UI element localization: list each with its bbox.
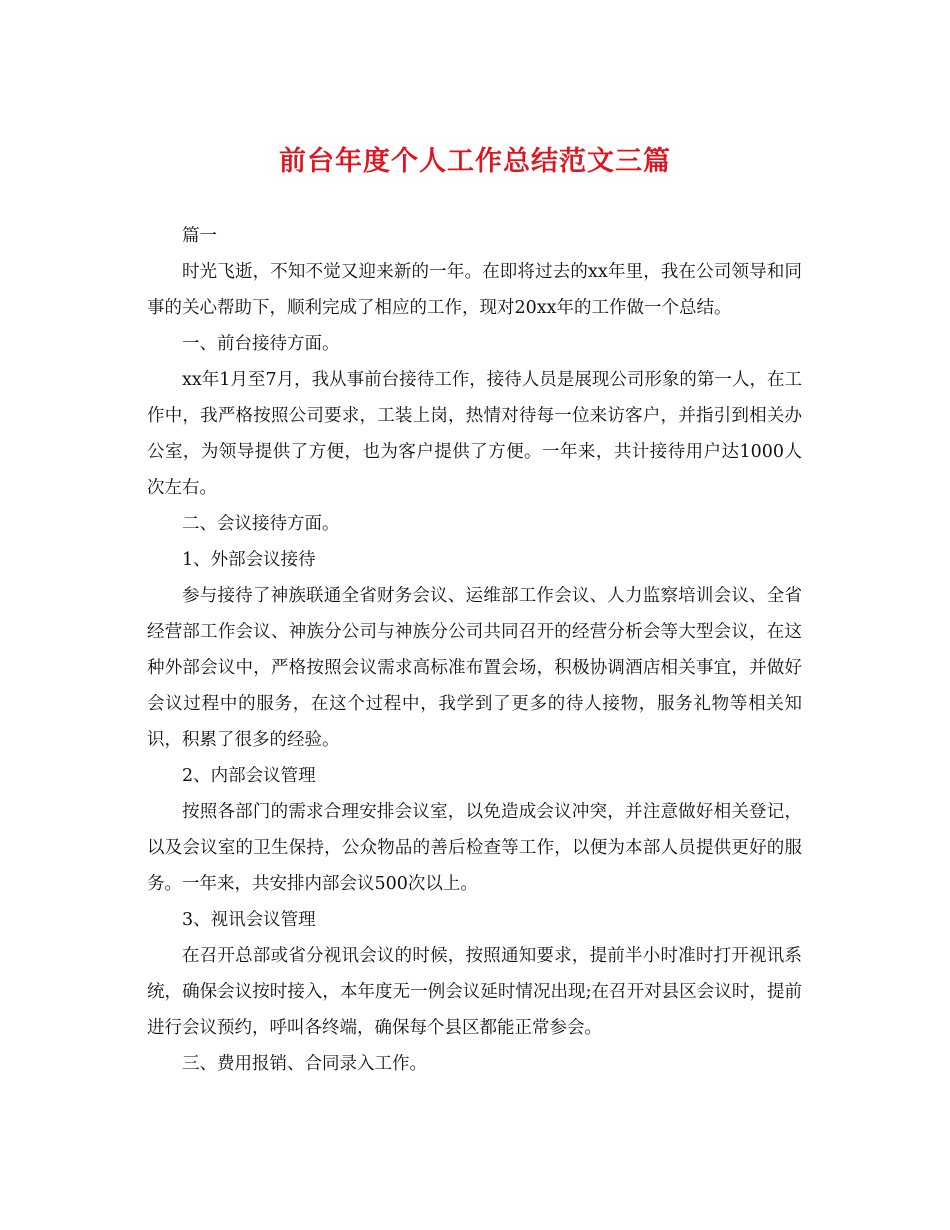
document-title: 前台年度个人工作总结范文三篇 bbox=[279, 146, 671, 177]
paragraph: 时光飞逝，不知不觉又迎来新的一年。在即将过去的xx年里，我在公司领导和同事的关心帮助下，顺利完成了相应的工作，现对20xx年的工作做一个总结。 bbox=[147, 262, 802, 318]
section-heading: 一、前台接待方面。 bbox=[182, 334, 340, 354]
paragraph: 按照各部门的需求合理安排会议室，以免造成会议冲突，并注意做好相关登记，以及会议室的卫生保持，公众物品的善后检查等工作，以便为本部人员提供更好的服务。一年来，共安排内部会议500次以上。 bbox=[147, 802, 802, 894]
subsection-heading: 2、内部会议管理 bbox=[182, 766, 316, 786]
paragraph: 在召开总部或省分视讯会议的时候，按照通知要求，提前半小时准时打开视讯系统，确保会议按时接入，本年度无一例会议延时情况出现;在召开对县区会议时，提前进行会议预约，呼叫各终端，确保每个县区都能正常参会。 bbox=[147, 946, 802, 1038]
subsection-heading: 3、视讯会议管理 bbox=[182, 910, 316, 930]
document-body bbox=[147, 218, 802, 1082]
subsection-heading: 1、外部会议接待 bbox=[182, 550, 316, 570]
section-heading: 三、费用报销、合同录入工作。 bbox=[182, 1054, 427, 1074]
section-heading: 二、会议接待方面。 bbox=[182, 514, 340, 534]
paragraph: xx年1月至7月，我从事前台接待工作，接待人员是展现公司形象的第一人，在工作中，我严格按照公司要求，工装上岗，热情对待每一位来访客户，并指引到相关办公室，为领导提供了方便，也为客户提供了方便。一年来，共计接待用户达1000人次左右。 bbox=[147, 370, 802, 498]
paragraph: 参与接待了神族联通全省财务会议、运维部工作会议、人力监察培训会议、全省经营部工作会议、神族分公司与神族分公司共同召开的经营分析会等大型会议，在这种外部会议中，严格按照会议需求高标准布置会场，积极协调酒店相关事宜，并做好会议过程中的服务，在这个过程中，我学到了更多的待人接物，服务礼物等相关知识，积累了很多的经验。 bbox=[147, 586, 802, 750]
section-heading: 篇一 bbox=[182, 226, 217, 246]
